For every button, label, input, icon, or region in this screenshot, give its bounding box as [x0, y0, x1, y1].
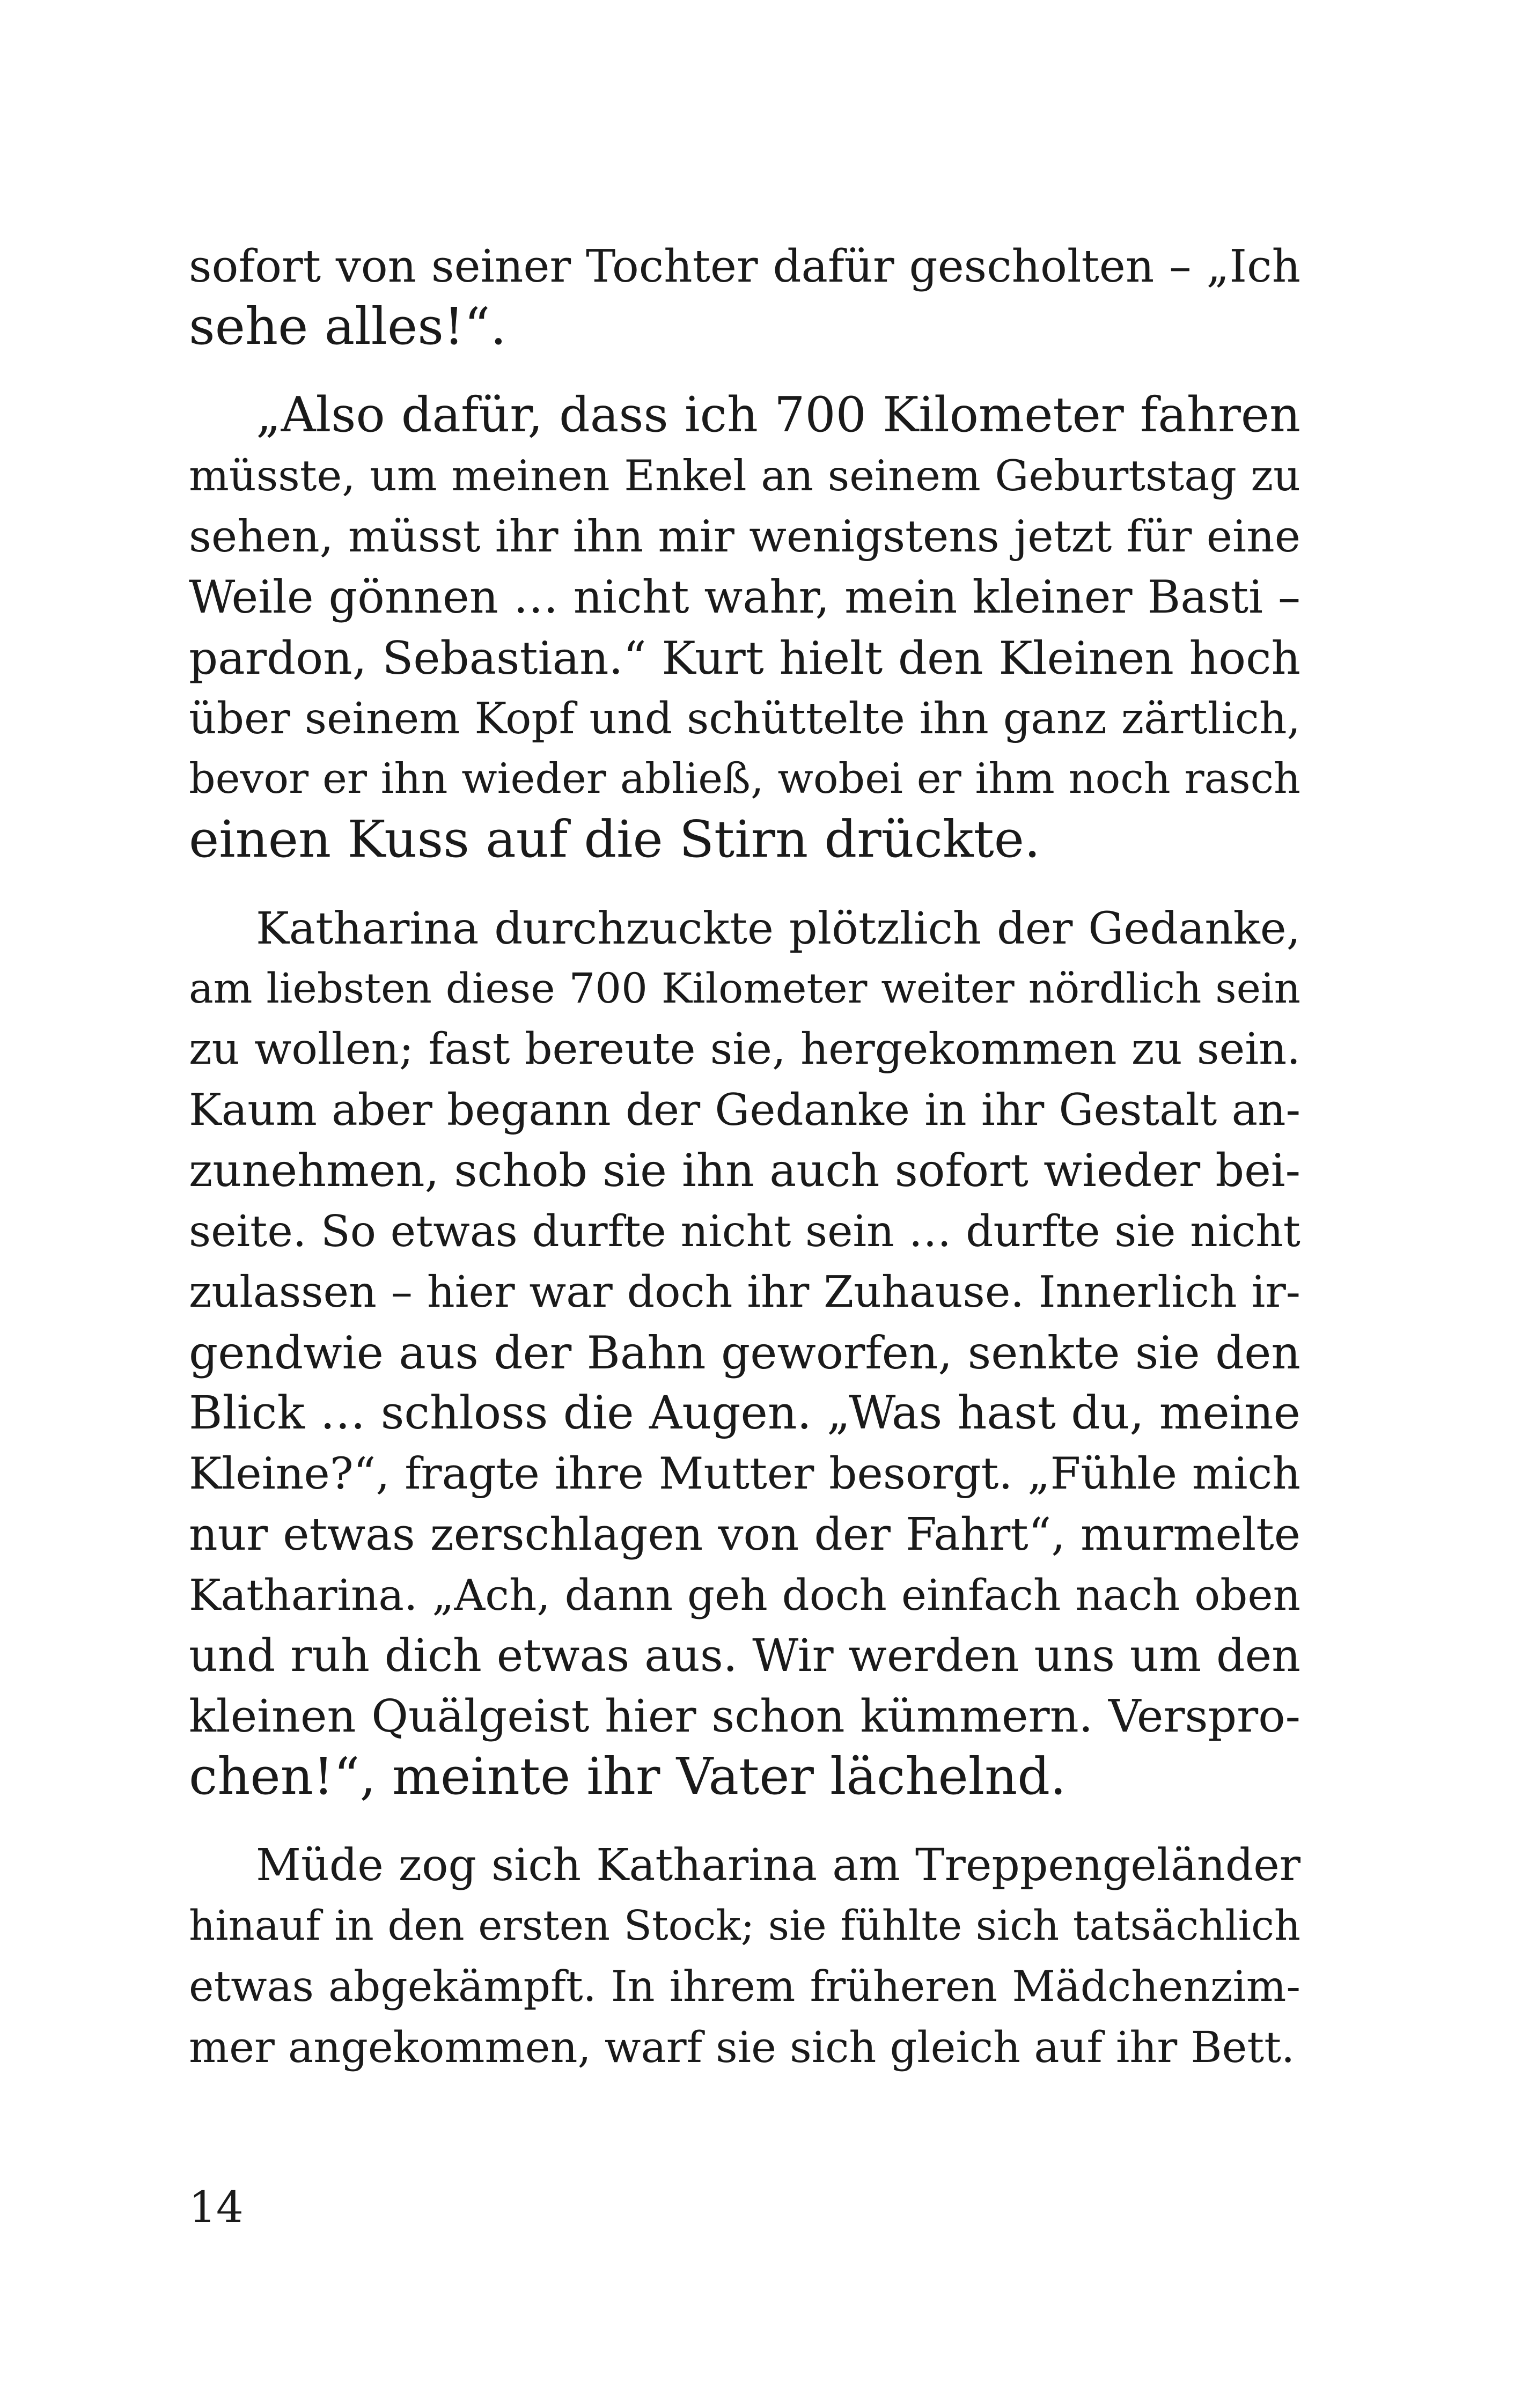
text-line: Kaum aber begann der Gedanke in ihr Gestalt an-	[189, 1085, 1300, 1136]
text-line: Weile gönnen … nicht wahr, mein kleiner Basti –	[189, 571, 1300, 623]
body-text	[189, 236, 1300, 2105]
text-line: mer angekommen, warf sie sich gleich auf ihr Bett.	[189, 2022, 1295, 2072]
text-line: chen!“, meinte ihr Vater lächelnd.	[189, 1747, 1067, 1806]
text-line: seite. So etwas durfte nicht sein … durfte sie nicht	[189, 1206, 1300, 1256]
text-line: sehe alles!“.	[189, 297, 506, 356]
text-line: und ruh dich etwas aus. Wir werden uns um den	[189, 1629, 1300, 1682]
text-line: müsste, um meinen Enkel an seinem Geburtstag zu	[189, 451, 1300, 500]
text-line: über seinem Kopf und schüttelte ihn ganz zärtlich,	[189, 694, 1300, 743]
text-line: gendwie aus der Bahn geworfen, senkte sie den	[189, 1326, 1300, 1379]
page-number: 14	[189, 2182, 244, 2232]
text-line: Blick … schloss die Augen. „Was hast du, meine	[189, 1387, 1300, 1440]
text-line: Kleine?“, fragte ihre Mutter besorgt. „Fühle mich	[189, 1448, 1300, 1499]
paragraph-3	[189, 898, 1300, 1807]
text-line: sofort von seiner Tochter dafür gescholten – „Ich	[189, 240, 1300, 292]
text-line: Katharina. „Ach, dann geh doch einfach nach oben	[189, 1570, 1300, 1620]
text-line: nur etwas zerschlagen von der Fahrt“, murmelte	[189, 1508, 1300, 1560]
text-line: einen Kuss auf die Stirn drückte.	[189, 810, 1041, 869]
text-line: am liebsten diese 700 Kilometer weiter nördlich sein	[189, 965, 1300, 1013]
text-line: zunehmen, schob sie ihn auch sofort wieder bei-	[189, 1144, 1300, 1197]
paragraph-4	[189, 1835, 1300, 2078]
text-line: etwas abgekämpft. In ihrem früheren Mädchenzim-	[189, 1962, 1300, 2011]
text-line: bevor er ihn wieder abließ, wobei er ihm noch rasch	[189, 755, 1300, 803]
text-line: zu wollen; fast bereute sie, hergekommen zu sein.	[189, 1024, 1300, 1074]
text-line: Müde zog sich Katharina am Treppengeländer	[256, 1840, 1300, 1891]
text-line: „Also dafür, dass ich 700 Kilometer fahren	[256, 387, 1300, 443]
text-line: kleinen Quälgeist hier schon kümmern. Verspro-	[189, 1690, 1300, 1742]
text-line: Katharina durchzuckte plötzlich der Gedanke,	[256, 902, 1300, 954]
text-line: pardon, Sebastian.“ Kurt hielt den Kleinen hoch	[189, 631, 1300, 684]
text-line: hinauf in den ersten Stock; sie fühlte sich tatsächlich	[189, 1902, 1300, 1950]
text-line: sehen, müsst ihr ihn mir wenigstens jetzt für eine	[189, 511, 1300, 562]
paragraph-1	[189, 236, 1300, 357]
paragraph-2	[189, 385, 1300, 870]
text-line: zulassen – hier war doch ihr Zuhause. Innerlich ir-	[189, 1266, 1300, 1317]
